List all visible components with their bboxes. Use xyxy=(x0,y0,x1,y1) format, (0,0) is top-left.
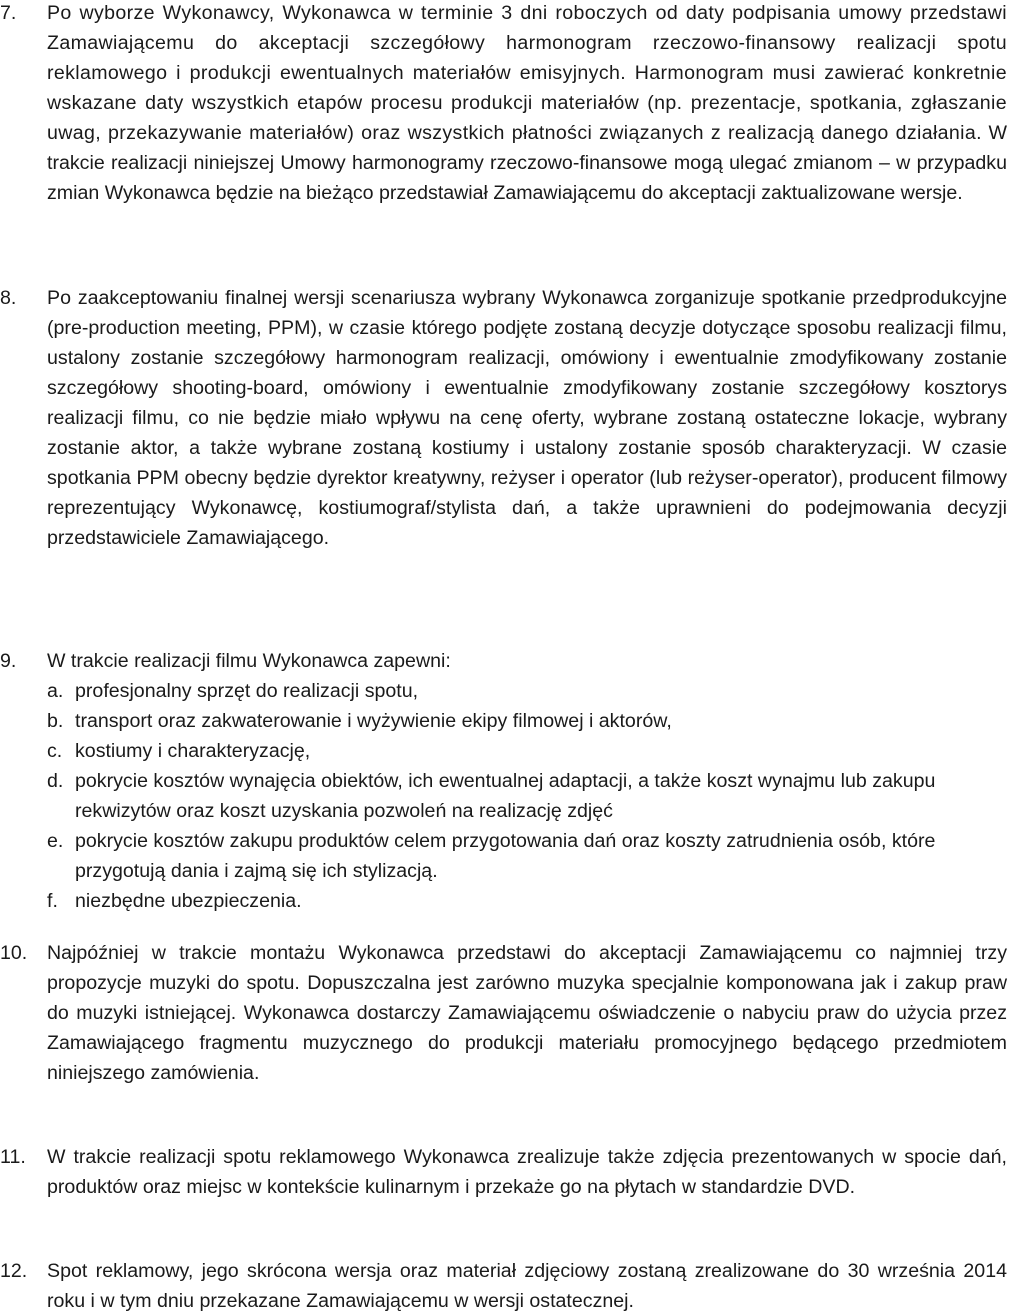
item-number: 8. xyxy=(0,287,17,309)
item-number: 7. xyxy=(0,2,17,24)
item-text-part-a: Po wyborze Wykonawcy, Wykonawca w terminie 3 dni roboczych od daty podpisania umowy przedstawi Zamawiającemu do akceptacji szczegółowy harmonogram rzeczowo-finansowy realizacji spotu reklamowego i produkcji ewentualnych materiałów emisyjnych. Harmonogram musi zawierać konkretnie wskazane daty wszystkich etapów procesu produkcji materiałów (np. prezentacje, spotkania, zgłaszanie uwag, przekazywanie materiałów) oraz wszystkich płatności związanych z realizacją danego działania. xyxy=(47,2,1007,144)
item-number: 10. xyxy=(0,942,28,964)
item-text: Najpóźniej w trakcie montażu Wykonawca przedstawi do akceptacji Zamawiającemu co najmniej trzy propozycje muzyki do spotu. Dopuszczalna jest zarówno muzyka specjalnie komponowana jak i zakup praw do muzyki istniejącej. Wykonawca dostarczy Zamawiającemu oświadczenie o nabyciu praw do użycia przez Zamawiającego fragmentu muzycznego do produkcji materiału promocyjnego będącego przedmiotem niniejszego zamówienia. xyxy=(47,942,1007,1084)
item-text: W trakcie realizacji spotu reklamowego Wykonawca zrealizuje także zdjęcia prezentowanych w spocie dań, produktów oraz miejsc w kontekście kulinarnym i przekaże go na płytach w standardzie DVD. xyxy=(47,1146,1007,1198)
sub-item-f xyxy=(47,886,1007,916)
sub-item-text: kostiumy i charakteryzację, xyxy=(75,740,311,762)
sub-item-letter: d. xyxy=(47,770,64,792)
item-text: Po zaakceptowaniu finalnej wersji scenariusza wybrany Wykonawca zorganizuje spotkanie przedprodukcyjne (pre-production meeting, PPM), w czasie którego podjęte zostaną decyzje dotyczące sposobu realizacji filmu, ustalony zostanie szczegółowy harmonogram realizacji, omówiony i ewentualnie zmodyfikowany zostanie szczegółowy shooting-board, omówiony i ewentualnie zmodyfikowany zostanie szczegółowy kosztorys realizacji filmu, co nie będzie miało wpływu na cenę oferty, wybrane zostaną ostateczne lokacje, wybrany zostanie aktor, a także wybrane zostaną kostiumy i ustalony zostanie sposób charakteryzacji. W czasie spotkania PPM obecny będzie dyrektor kreatywny, reżyser i operator (lub reżyser-operator), producent filmowy reprezentujący Wykonawcę, kostiumograf/stylista dań, a także uprawnieni do podejmowania decyzji przedstawiciele Zamawiającego. xyxy=(47,287,1007,549)
list-item-10 xyxy=(0,938,1009,1088)
sub-item-c xyxy=(47,736,1007,766)
item-text: W trakcie realizacji filmu Wykonawca zapewni: xyxy=(47,650,451,672)
item-number: 12. xyxy=(0,1260,28,1282)
item-number: 9. xyxy=(0,650,17,672)
sub-item-text: transport oraz zakwaterowanie i wyżywienie ekipy filmowej i aktorów, xyxy=(75,710,672,732)
sub-item-letter: f. xyxy=(47,890,58,912)
list-item-8 xyxy=(0,283,1009,553)
sub-item-letter: e. xyxy=(47,830,64,852)
sub-item-b xyxy=(47,706,1007,736)
sub-item-d xyxy=(47,766,1007,826)
sub-item-text: pokrycie kosztów wynajęcia obiektów, ich ewentualnej adaptacji, a także koszt wynajmu lub zakupu rekwizytów oraz koszt uzyskania pozwoleń na realizację zdjęć xyxy=(75,770,936,822)
sub-item-text: niezbędne ubezpieczenia. xyxy=(75,890,302,912)
sub-item-a xyxy=(47,676,1007,706)
sub-item-e xyxy=(47,826,1007,886)
list-item-9 xyxy=(0,646,1009,916)
list-item-7 xyxy=(0,0,1009,208)
item-text xyxy=(47,0,1007,208)
sub-item-text: profesjonalny sprzęt do realizacji spotu, xyxy=(75,680,419,702)
sub-item-letter: c. xyxy=(47,740,63,762)
list-item-12 xyxy=(0,1256,1009,1316)
sub-list xyxy=(47,676,1007,916)
item-number: 11. xyxy=(0,1146,26,1168)
sub-item-text: pokrycie kosztów zakupu produktów celem przygotowania dań oraz koszty zatrudnienia osób, które przygotują dania i zajmą się ich stylizacją. xyxy=(75,830,936,882)
sub-item-letter: b. xyxy=(47,710,64,732)
item-text: Spot reklamowy, jego skrócona wersja oraz materiał zdjęciowy zostaną zrealizowane do 30 września 2014 roku i w tym dniu przekazane Zamawiającemu w wersji ostatecznej. xyxy=(47,1260,1007,1312)
item-text-part-b: W trakcie realizacji niniejszej Umowy harmonogramy rzeczowo-finansowe mogą ulegać zmianom – w przypadku zmian Wykonawca będzie na bieżąco przedstawiał Zamawiającemu do akceptacji zaktualizowane wersje. xyxy=(47,122,1007,204)
list-item-11 xyxy=(0,1142,1009,1202)
sub-item-letter: a. xyxy=(47,680,64,702)
